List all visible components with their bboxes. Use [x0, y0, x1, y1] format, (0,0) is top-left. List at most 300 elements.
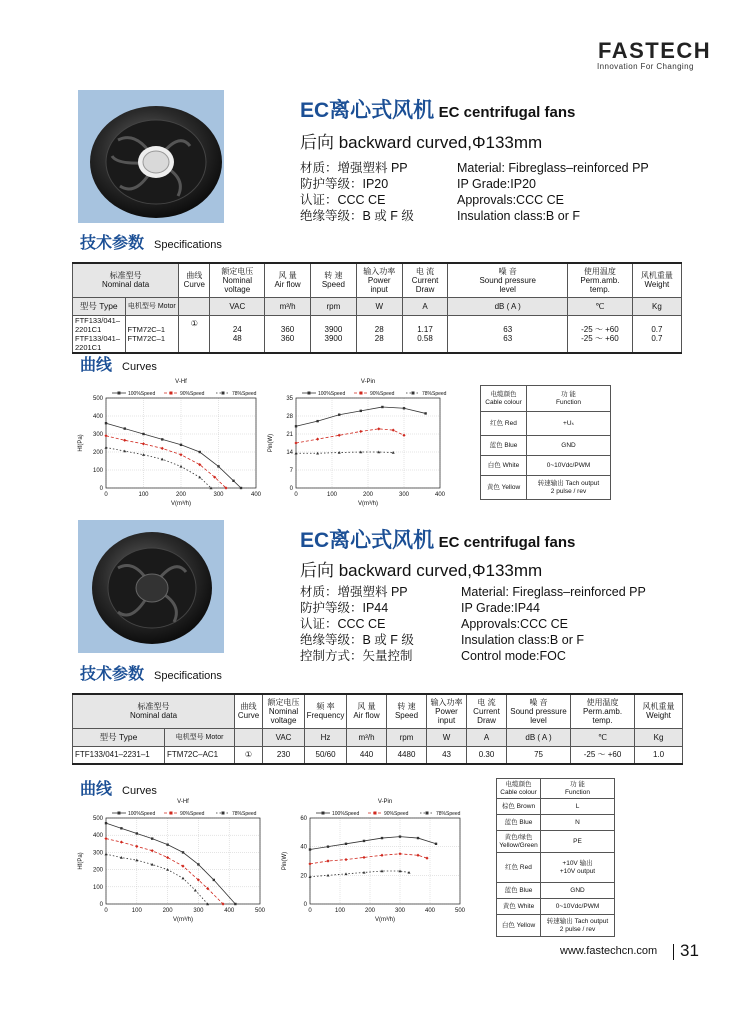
- x-tick-label: 100: [326, 492, 338, 498]
- subheader-unit: VAC: [263, 728, 305, 746]
- legend-marker: [360, 392, 363, 395]
- cell-value: 360 360: [265, 315, 311, 353]
- cable-table-1: [480, 385, 611, 500]
- y-tick-label: 200: [92, 450, 103, 456]
- legend-marker: [170, 812, 173, 815]
- x-tick-label: 300: [213, 492, 224, 498]
- header-curve: 曲线 Curve: [235, 694, 263, 728]
- legend-label: 78%Speed: [436, 811, 461, 817]
- subheader-unit: ℃: [571, 728, 635, 746]
- product-subtitle-1: 后向 backward curved,Φ133mm: [300, 133, 543, 152]
- data-point: [381, 837, 383, 839]
- legend-label: 100%Speed: [318, 391, 346, 397]
- y-axis-label: Pin(W): [268, 433, 274, 453]
- data-point: [392, 429, 395, 432]
- fan-icon: [78, 90, 224, 223]
- subheader-unit: dB ( A ): [448, 297, 568, 315]
- legend-label: 90%Speed: [180, 391, 205, 397]
- data-point: [182, 877, 185, 880]
- header-nominal-data: 标准型号 Nominal data: [73, 694, 235, 728]
- legend-marker: [222, 812, 225, 815]
- series-line: [310, 871, 409, 877]
- data-point: [327, 845, 329, 847]
- section-title-cn: 技术参数: [80, 235, 145, 252]
- section-title-cn: 曲线: [80, 357, 113, 374]
- spec-en-list-2: [461, 584, 646, 664]
- y-tick-label: 0: [289, 486, 293, 492]
- y-tick-label: 35: [286, 396, 293, 402]
- cable-function: 0~10Vdc/PWM: [527, 456, 611, 476]
- cable-table-2: [496, 778, 615, 937]
- data-point: [123, 439, 126, 442]
- data-point: [294, 441, 297, 444]
- data-point: [135, 859, 138, 862]
- legend-marker: [118, 392, 121, 395]
- subheader-motor: 电机型号 Motor: [165, 728, 235, 746]
- data-point: [398, 852, 401, 855]
- cable-colour: 红色 Red: [497, 853, 541, 883]
- data-point: [182, 851, 184, 853]
- product-title-cn: EC离心式风机: [300, 99, 435, 122]
- subheader-type: 型号 Type: [73, 728, 165, 746]
- data-point: [360, 410, 362, 412]
- header-speed: 转 速 Speed: [311, 263, 357, 297]
- data-point: [240, 487, 242, 489]
- data-point: [338, 414, 340, 416]
- x-tick-label: 100: [334, 908, 346, 914]
- cell-value: 63 63: [448, 315, 568, 353]
- data-point: [403, 407, 405, 409]
- data-point: [166, 843, 168, 845]
- spec-line: Approvals:CCC CE: [461, 617, 568, 631]
- cable-function: N: [541, 815, 615, 831]
- cell-value: -25 ～ +60 -25 ～ +60: [567, 315, 632, 353]
- section-title-cn: 曲线: [80, 781, 113, 798]
- data-point: [435, 843, 437, 845]
- section-title-en: Specifications: [154, 239, 222, 251]
- y-tick-label: 300: [92, 850, 103, 857]
- section-curves-1: [80, 352, 157, 375]
- chart-v-hf-2: [72, 796, 272, 930]
- legend-label: 90%Speed: [180, 811, 205, 817]
- header-weight: 风机重量 Weight: [632, 263, 681, 297]
- y-tick-label: 21: [286, 432, 293, 438]
- data-point: [120, 840, 123, 843]
- legend-item: [406, 391, 447, 397]
- subheader-unit: Hz: [305, 728, 347, 746]
- cell-type: FTF133/041–2201C1 FTF133/041–2201C1: [73, 315, 126, 353]
- spec-cn-list-1: [300, 160, 414, 224]
- subheader-unit: A: [402, 297, 448, 315]
- y-tick-label: 7: [289, 468, 293, 474]
- legend-label: 78%Speed: [232, 811, 257, 817]
- subheader-unit: Kg: [632, 297, 681, 315]
- data-point: [392, 451, 395, 454]
- y-tick-label: 500: [92, 816, 103, 822]
- x-tick-label: 200: [175, 492, 187, 498]
- legend-marker: [412, 392, 415, 395]
- spec-line: IP Grade:IP44: [461, 601, 540, 615]
- data-point: [142, 433, 144, 435]
- x-tick-label: 500: [254, 908, 266, 914]
- legend-label: 78%Speed: [232, 391, 257, 397]
- data-point: [377, 427, 380, 430]
- x-tick-label: 400: [250, 492, 262, 498]
- cable-colour: 蓝色 Blue: [497, 883, 541, 899]
- cable-colour: 红色 Red: [481, 412, 527, 436]
- header-speed: 转 速 Speed: [387, 694, 427, 728]
- footer-divider: [673, 944, 674, 960]
- data-point: [362, 856, 365, 859]
- header-nominal-data: 标准型号 Nominal data: [73, 263, 179, 297]
- y-tick-label: 200: [92, 867, 103, 874]
- cable-function: L: [541, 799, 615, 815]
- spec-line: Control mode:FOC: [461, 649, 566, 663]
- data-point: [345, 843, 347, 845]
- legend-label: 90%Speed: [384, 811, 409, 817]
- cable-colour: 黄色 White: [497, 899, 541, 915]
- cable-row: [481, 476, 611, 500]
- data-point: [416, 854, 419, 857]
- cable-row: [497, 899, 615, 915]
- y-axis-label: Hf(Pa): [78, 434, 84, 452]
- subheader-unit: W: [356, 297, 402, 315]
- y-tick-label: 0: [99, 902, 103, 908]
- legend-marker: [118, 812, 121, 815]
- legend-marker: [374, 812, 377, 815]
- data-point: [161, 438, 163, 440]
- cable-header-function: 功 能 Function: [541, 779, 615, 799]
- cell-value: 75: [507, 746, 571, 764]
- section-title-en: Curves: [122, 361, 157, 373]
- cell-motor: FTM72C–1 FTM72C–1: [125, 315, 179, 353]
- data-point: [217, 465, 219, 467]
- subheader-unit: A: [467, 728, 507, 746]
- cell-value: -25 ～ +60: [571, 746, 635, 764]
- x-axis-label: V(m³/h): [173, 917, 193, 923]
- data-point: [199, 451, 201, 453]
- y-tick-label: 0: [303, 902, 307, 908]
- legend-marker: [322, 812, 325, 815]
- subheader-type: 型号 Type: [73, 297, 126, 315]
- cable-header-function: 功 能 Function: [527, 386, 611, 412]
- cable-colour: 蓝色 Blue: [497, 815, 541, 831]
- cable-function: GND: [527, 436, 611, 456]
- cable-row: [497, 853, 615, 883]
- x-tick-label: 300: [193, 908, 204, 914]
- y-tick-label: 400: [92, 833, 103, 840]
- data-point: [326, 859, 329, 862]
- data-point: [425, 857, 428, 860]
- spec-line: 防护等级：IP44: [300, 601, 389, 615]
- product-title-en: EC centrifugal fans: [438, 534, 576, 551]
- header-current: 电 流 Current Draw: [467, 694, 507, 728]
- data-point: [135, 845, 138, 848]
- cable-colour: 蓝色 Blue: [481, 436, 527, 456]
- data-point: [380, 854, 383, 857]
- subheader-unit: rpm: [387, 728, 427, 746]
- product-title-cn: EC离心式风机: [300, 529, 435, 552]
- legend-item: [216, 811, 257, 817]
- x-tick-label: 100: [138, 492, 149, 498]
- section-specifications-2: [80, 661, 222, 684]
- cell-value: 4480: [387, 746, 427, 764]
- cell-value: 50/60: [305, 746, 347, 764]
- subheader-unit: Kg: [635, 728, 683, 746]
- subheader-unit: m³/h: [347, 728, 387, 746]
- header-sound: 噪 音 Sound pressure level: [507, 694, 571, 728]
- data-point: [424, 412, 426, 414]
- series-line: [106, 423, 241, 488]
- spec-line: Insulation class:B or F: [457, 209, 580, 223]
- series-line: [296, 429, 404, 443]
- data-point: [417, 837, 419, 839]
- cell-value: 230: [263, 746, 305, 764]
- data-point: [316, 438, 319, 441]
- y-tick-label: 60: [300, 816, 307, 822]
- header-sound: 噪 音 Sound pressure level: [448, 263, 568, 297]
- brand-logo: FASTECH: [598, 38, 712, 63]
- cable-function: 转速输出 Tach output 2 pulse / rev: [541, 915, 615, 937]
- section-title-cn: 技术参数: [80, 666, 145, 683]
- data-point: [180, 465, 183, 468]
- legend-item: [368, 811, 409, 817]
- series-line: [106, 448, 211, 489]
- subheader-unit: VAC: [210, 297, 265, 315]
- legend-label: 78%Speed: [422, 391, 447, 397]
- cable-row: [497, 815, 615, 831]
- legend-item: [216, 391, 257, 397]
- header-airflow: 风 量 Air flow: [265, 263, 311, 297]
- cable-row: [481, 456, 611, 476]
- header-weight: 风机重量 Weight: [635, 694, 683, 728]
- x-tick-label: 0: [308, 908, 312, 914]
- spec-line: Material: Fibreglass–reinforced PP: [457, 161, 649, 175]
- y-tick-label: 0: [99, 486, 103, 492]
- header-frequency: 频 率 Frequency: [305, 694, 347, 728]
- product-title-en: EC centrifugal fans: [438, 104, 576, 121]
- legend-item: [354, 391, 395, 397]
- chart-v-pin-2: [276, 796, 472, 930]
- header-airflow: 风 量 Air flow: [347, 694, 387, 728]
- data-point: [105, 822, 107, 824]
- legend-marker: [222, 392, 225, 395]
- subheader-unit: W: [427, 728, 467, 746]
- cable-function: +10V 输出 +10V output: [541, 853, 615, 883]
- y-tick-label: 20: [300, 873, 307, 880]
- y-tick-label: 28: [286, 414, 293, 420]
- table-row: [73, 746, 683, 764]
- cable-row: [497, 831, 615, 853]
- product-subtitle-2: 后向 backward curved,Φ133mm: [300, 561, 543, 580]
- product-title-2: [300, 524, 575, 554]
- data-point: [344, 858, 347, 861]
- cell-value: 24 48: [210, 315, 265, 353]
- x-tick-label: 400: [224, 908, 235, 914]
- spec-line: 绝缘等级：B 或 F 级: [300, 209, 414, 223]
- legend-item: [164, 811, 205, 817]
- spec-line: 控制方式：矢量控制: [300, 649, 413, 663]
- data-point: [136, 832, 138, 834]
- chart-title: V-Pin: [360, 379, 376, 385]
- data-point: [124, 427, 126, 429]
- cable-function: GND: [541, 883, 615, 899]
- cable-function: +Uₛ: [527, 412, 611, 436]
- data-point: [381, 406, 383, 408]
- spec-line: 防护等级：IP20: [300, 177, 389, 191]
- y-axis-label: Hf(Pa): [78, 852, 84, 870]
- legend-item: [316, 811, 359, 817]
- legend-marker: [170, 392, 173, 395]
- spec-line: 材质：增强塑料 PP: [300, 161, 408, 175]
- data-point: [399, 835, 401, 837]
- series-line: [310, 854, 427, 864]
- data-point: [151, 849, 154, 852]
- header-temp: 使用温度 Perm.amb. temp.: [571, 694, 635, 728]
- x-tick-label: 400: [434, 492, 446, 498]
- subheader-unit: ℃: [567, 297, 632, 315]
- cell-motor: FTM72C–AC1: [165, 746, 235, 764]
- data-point: [308, 862, 311, 865]
- cell-value: 28 28: [356, 315, 402, 353]
- y-tick-label: 40: [300, 844, 307, 851]
- cell-value: 1.17 0.58: [402, 315, 448, 353]
- legend-label: 90%Speed: [370, 391, 395, 397]
- x-tick-label: 200: [364, 908, 376, 914]
- data-point: [142, 442, 145, 445]
- legend-label: 100%Speed: [128, 391, 156, 397]
- data-point: [359, 430, 362, 433]
- legend-item: [302, 391, 345, 397]
- data-point: [161, 447, 164, 450]
- spec-table-1: [72, 262, 682, 354]
- spec-line: Insulation class:B or F: [461, 633, 584, 647]
- series-line: [106, 854, 208, 904]
- chart-title: V-Hf: [177, 799, 189, 805]
- spec-line: IP Grade:IP20: [457, 177, 536, 191]
- cell-value: 43: [427, 746, 467, 764]
- spec-en-list-1: [457, 160, 649, 224]
- x-axis-label: V(m³/h): [171, 501, 191, 507]
- data-point: [194, 889, 197, 892]
- x-tick-label: 0: [104, 908, 108, 914]
- cable-row: [497, 883, 615, 899]
- data-point: [316, 420, 318, 422]
- cable-function: 0~10Vdc/PWM: [541, 899, 615, 915]
- header-power: 输入功率 Power input: [356, 263, 402, 297]
- legend-item: [112, 391, 155, 397]
- y-tick-label: 14: [286, 450, 293, 456]
- header-temp: 使用温度 Perm.amb. temp.: [567, 263, 632, 297]
- y-tick-label: 500: [92, 396, 103, 402]
- cell-curve: ①: [235, 746, 263, 764]
- legend-label: 100%Speed: [128, 811, 156, 817]
- header-curve: 曲线 Curve: [179, 263, 210, 297]
- chart-title: V-Hf: [175, 379, 187, 385]
- subheader-curve: [179, 297, 210, 315]
- product-image-2: [78, 520, 224, 653]
- legend-marker: [308, 392, 311, 395]
- data-point: [151, 837, 153, 839]
- x-tick-label: 0: [294, 492, 298, 498]
- subheader-unit: rpm: [311, 297, 357, 315]
- y-axis-label: Pin(W): [282, 851, 288, 871]
- cable-colour: 黄色 Yellow: [481, 476, 527, 500]
- x-axis-label: V(m³/h): [358, 501, 378, 507]
- brand-tagline: Innovation For Changing: [597, 62, 694, 71]
- cable-colour: 白色 White: [481, 456, 527, 476]
- data-point: [213, 879, 215, 881]
- subheader-unit: m³/h: [265, 297, 311, 315]
- x-tick-label: 200: [162, 908, 173, 914]
- cable-row: [481, 412, 611, 436]
- data-point: [363, 840, 365, 842]
- cell-type: FTF133/041–2231–1: [73, 746, 165, 764]
- fan-icon: [78, 520, 224, 653]
- cell-value: 1.0: [635, 746, 683, 764]
- x-tick-label: 0: [104, 492, 108, 498]
- product-title-1: [300, 94, 575, 124]
- legend-label: 100%Speed: [332, 811, 360, 817]
- x-tick-label: 300: [394, 908, 406, 914]
- data-point: [232, 480, 234, 482]
- cable-colour: 黄色/绿色 Yellow/Green: [497, 831, 541, 853]
- spec-line: 认证：CCC CE: [300, 193, 386, 207]
- spec-line: 认证：CCC CE: [300, 617, 386, 631]
- product-image-1: [78, 90, 224, 223]
- data-point: [105, 422, 107, 424]
- cable-colour: 棕色 Brown: [497, 799, 541, 815]
- data-point: [234, 903, 236, 905]
- spec-line: Approvals:CCC CE: [457, 193, 564, 207]
- page-number: 31: [680, 941, 699, 960]
- data-point: [104, 837, 107, 840]
- x-tick-label: 400: [424, 908, 436, 914]
- cell-value: 3900 3900: [311, 315, 357, 353]
- subheader-unit: dB ( A ): [507, 728, 571, 746]
- chart-title: V-Pin: [377, 799, 393, 805]
- chart-v-hf-1: [72, 376, 268, 514]
- data-point: [120, 827, 122, 829]
- data-point: [179, 453, 182, 456]
- y-tick-label: 100: [92, 468, 103, 474]
- x-tick-label: 200: [362, 492, 374, 498]
- cable-header-colour: 电缆颜色 Cable colour: [481, 386, 527, 412]
- y-tick-label: 100: [92, 884, 103, 891]
- footer-url: www.fastechcn.com: [560, 945, 658, 957]
- data-point: [309, 848, 311, 850]
- y-tick-label: 300: [92, 432, 103, 438]
- x-tick-label: 300: [398, 492, 410, 498]
- cable-row: [481, 436, 611, 456]
- cell-curve: ①: [179, 315, 210, 353]
- data-point: [295, 425, 297, 427]
- cable-function: 转速输出 Tach output 2 pulse / rev: [527, 476, 611, 500]
- spec-cn-list-2: [300, 584, 414, 664]
- legend-item: [164, 391, 205, 397]
- cable-function: PE: [541, 831, 615, 853]
- cell-value: 0.7 0.7: [632, 315, 681, 353]
- legend-item: [420, 811, 461, 817]
- subheader-motor: 电机型号 Motor: [125, 297, 179, 315]
- cell-value: 0.30: [467, 746, 507, 764]
- x-tick-label: 500: [454, 908, 466, 914]
- x-tick-label: 100: [131, 908, 142, 914]
- data-point: [181, 865, 184, 868]
- cable-header-colour: 电缆颜色 Cable colour: [497, 779, 541, 799]
- legend-item: [112, 811, 155, 817]
- data-point: [180, 444, 182, 446]
